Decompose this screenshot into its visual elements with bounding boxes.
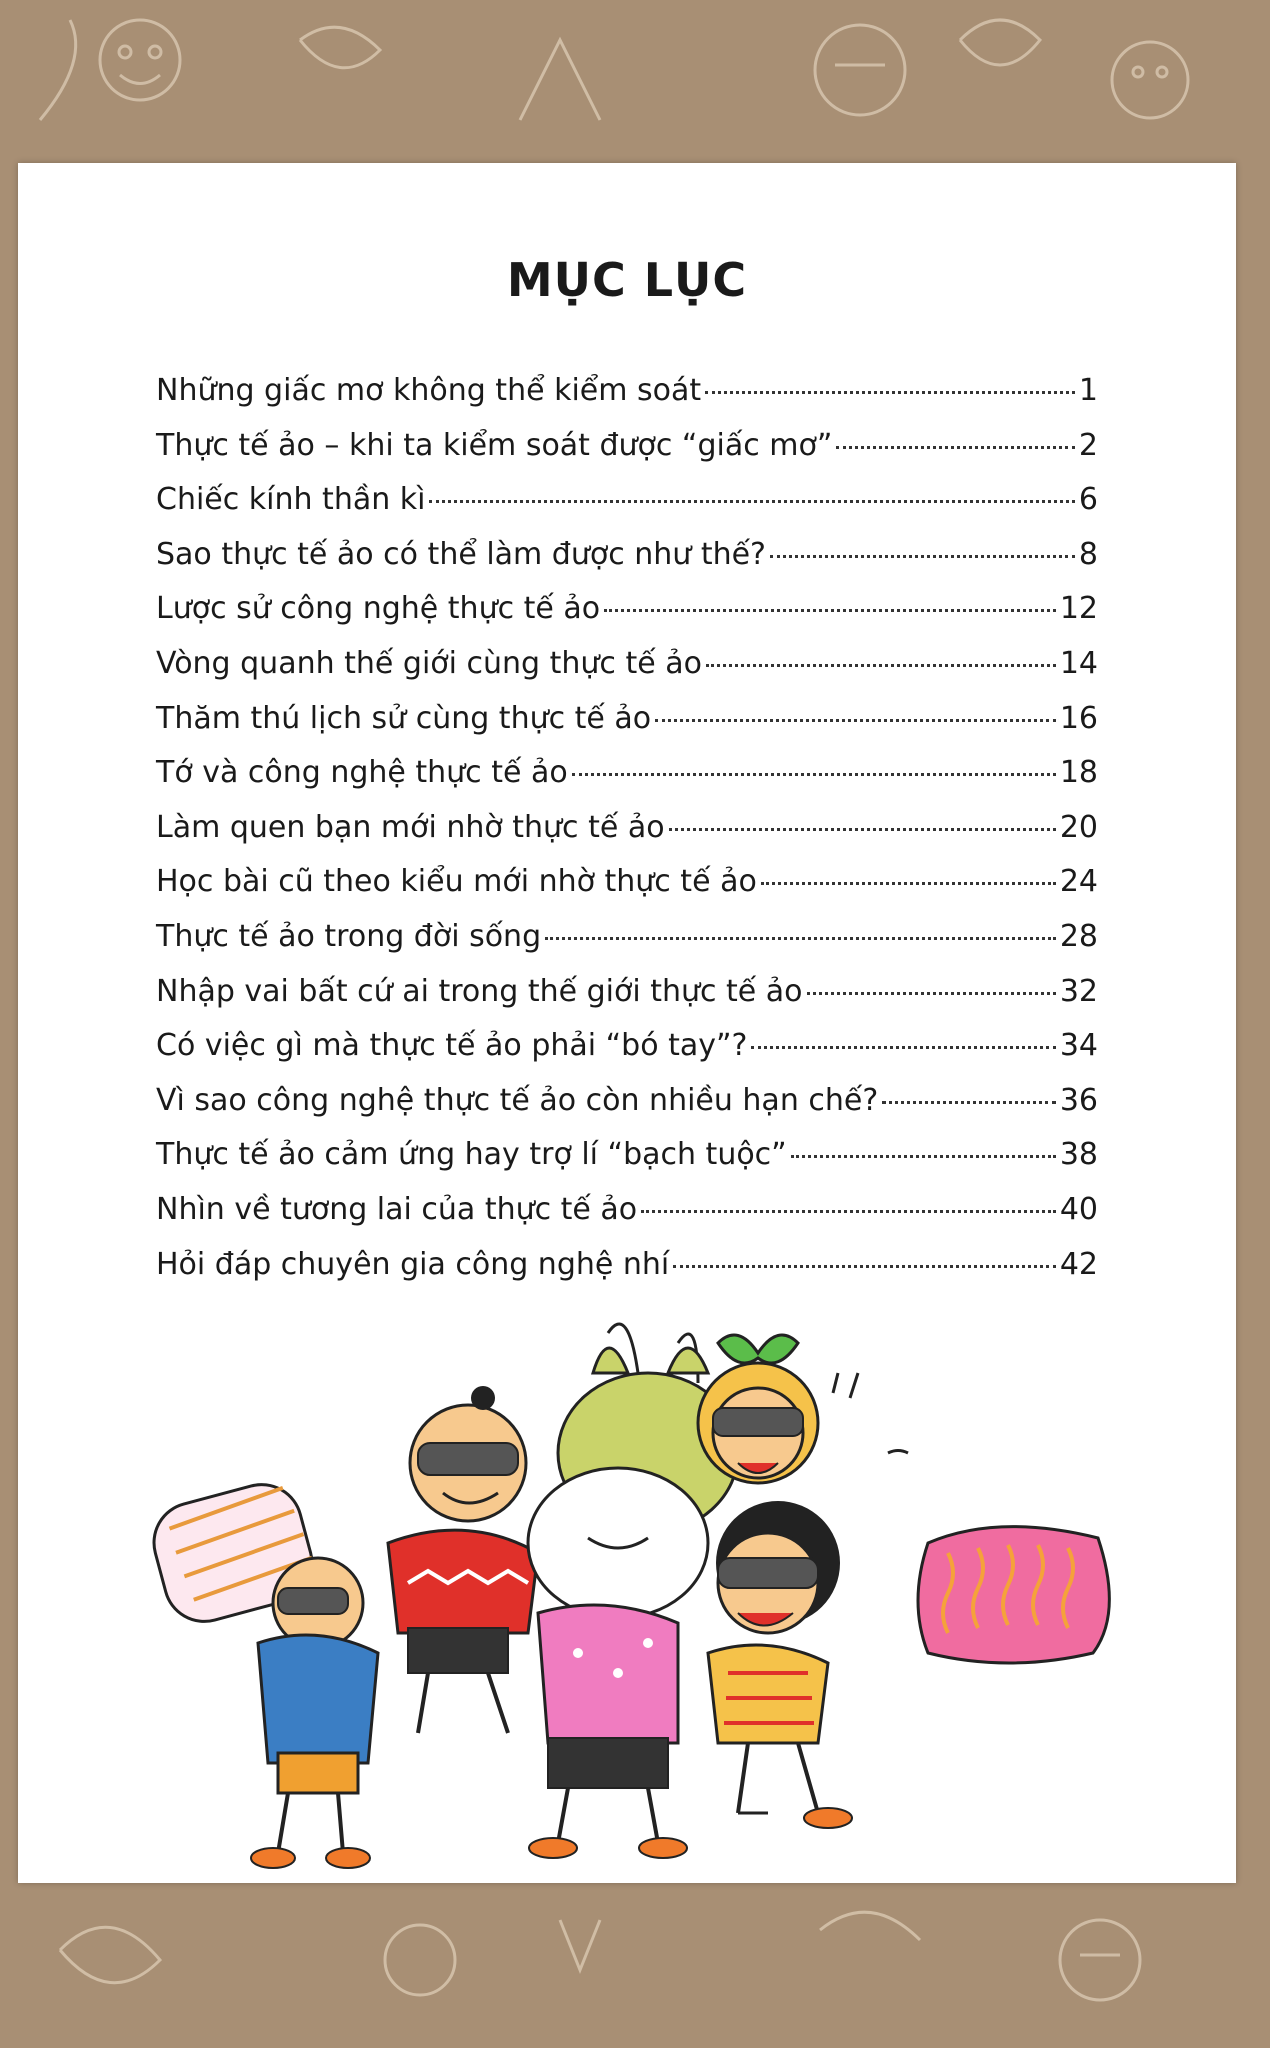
toc-entry-page: 2: [1078, 427, 1098, 463]
toc-entry-title: Thực tế ảo cảm ứng hay trợ lí “bạch tuộc”: [156, 1137, 787, 1173]
toc-leader-dots: [836, 446, 1075, 449]
toc-entry-page: 32: [1059, 973, 1098, 1009]
toc-entry-page: 38: [1059, 1137, 1098, 1173]
toc-entry-page: 16: [1059, 700, 1098, 736]
toc-entry-page: 24: [1059, 864, 1098, 900]
toc-entry-title: Chiếc kính thần kì: [156, 482, 426, 518]
toc-entry: [156, 701, 1098, 756]
toc-entry-title: Học bài cũ theo kiểu mới nhờ thực tế ảo: [156, 864, 757, 900]
toc-entry: [156, 1247, 1098, 1302]
toc-entry: [156, 537, 1098, 592]
toc-entry-page: 6: [1078, 482, 1098, 518]
toc-leader-dots: [429, 500, 1074, 503]
toc-entry-title: Thực tế ảo – khi ta kiểm soát được “giấc mơ”: [156, 427, 833, 463]
toc-entry: [156, 1192, 1098, 1247]
toc-entry-title: Nhập vai bất cứ ai trong thế giới thực tế ảo: [156, 973, 803, 1009]
toc-entry: [156, 373, 1098, 428]
toc-leader-dots: [706, 664, 1056, 667]
toc-leader-dots: [655, 719, 1056, 722]
toc-entry-page: 40: [1059, 1191, 1098, 1227]
toc-leader-dots: [641, 1210, 1056, 1213]
toc-entry: [156, 919, 1098, 974]
toc-entry: [156, 1083, 1098, 1138]
page: [18, 163, 1236, 1883]
toc-entry: [156, 1028, 1098, 1083]
toc-entry-page: 28: [1059, 918, 1098, 954]
toc-entry-title: Vì sao công nghệ thực tế ảo còn nhiều hạn chế?: [156, 1082, 879, 1118]
toc-entry-page: 34: [1059, 1028, 1098, 1064]
kid-yellow-shirt-icon: [708, 1501, 852, 1828]
toc-entry-title: Những giấc mơ không thể kiểm soát: [156, 373, 702, 408]
toc-leader-dots: [669, 828, 1056, 831]
toc-entry: [156, 591, 1098, 646]
toc-leader-dots: [761, 882, 1056, 885]
kid-red-shirt-icon: [388, 1386, 538, 1733]
toc-entry-page: 20: [1059, 809, 1098, 845]
toc-entry: [156, 646, 1098, 701]
toc-entry-page: 18: [1059, 755, 1098, 791]
toc-entry-page: 36: [1059, 1082, 1098, 1118]
toc-leader-dots: [882, 1101, 1056, 1104]
toc-entry: [156, 755, 1098, 810]
toc-entry-page: 1: [1078, 373, 1098, 408]
toc-entry-title: Thực tế ảo trong đời sống: [156, 918, 542, 954]
toc-entry-page: 42: [1059, 1246, 1098, 1282]
toc-entry-title: Hỏi đáp chuyên gia công nghệ nhí: [156, 1246, 670, 1282]
toc-entry: [156, 810, 1098, 865]
table-of-contents: [156, 373, 1098, 1301]
toc-entry-page: 12: [1059, 591, 1098, 627]
toc-entry-title: Làm quen bạn mới nhờ thực tế ảo: [156, 809, 665, 845]
toc-entry-title: Nhìn về tương lai của thực tế ảo: [156, 1191, 638, 1227]
pink-pillow-icon: [918, 1527, 1109, 1663]
toc-leader-dots: [807, 992, 1056, 995]
toc-entry-title: Thăm thú lịch sử cùng thực tế ảo: [156, 700, 652, 736]
toc-entry: [156, 1137, 1098, 1192]
page-title: MỤC LỤC: [506, 253, 748, 307]
toc-leader-dots: [673, 1265, 1056, 1268]
toc-leader-dots: [770, 555, 1075, 558]
toc-entry-page: 8: [1078, 536, 1098, 572]
toc-entry-title: Tớ và công nghệ thực tế ảo: [156, 755, 568, 791]
toc-entry-title: Lược sử công nghệ thực tế ảo: [156, 591, 601, 627]
toc-entry: [156, 428, 1098, 483]
toc-entry: [156, 482, 1098, 537]
toc-entry-title: Có việc gì mà thực tế ảo phải “bó tay”?: [156, 1028, 748, 1064]
toc-entry-title: Sao thực tế ảo có thể làm được như thế?: [156, 536, 766, 572]
toc-leader-dots: [705, 391, 1075, 394]
kids-pillow-fight-illustration: [138, 1313, 1138, 1873]
toc-leader-dots: [545, 937, 1056, 940]
toc-entry-page: 14: [1059, 645, 1098, 681]
toc-entry: [156, 864, 1098, 919]
toc-entry-title: Vòng quanh thế giới cùng thực tế ảo: [156, 645, 702, 681]
toc-entry: [156, 974, 1098, 1029]
toc-leader-dots: [572, 773, 1056, 776]
kid-green-bow-icon: [698, 1335, 818, 1483]
toc-leader-dots: [791, 1155, 1056, 1158]
toc-leader-dots: [604, 609, 1056, 612]
toc-leader-dots: [751, 1046, 1055, 1049]
